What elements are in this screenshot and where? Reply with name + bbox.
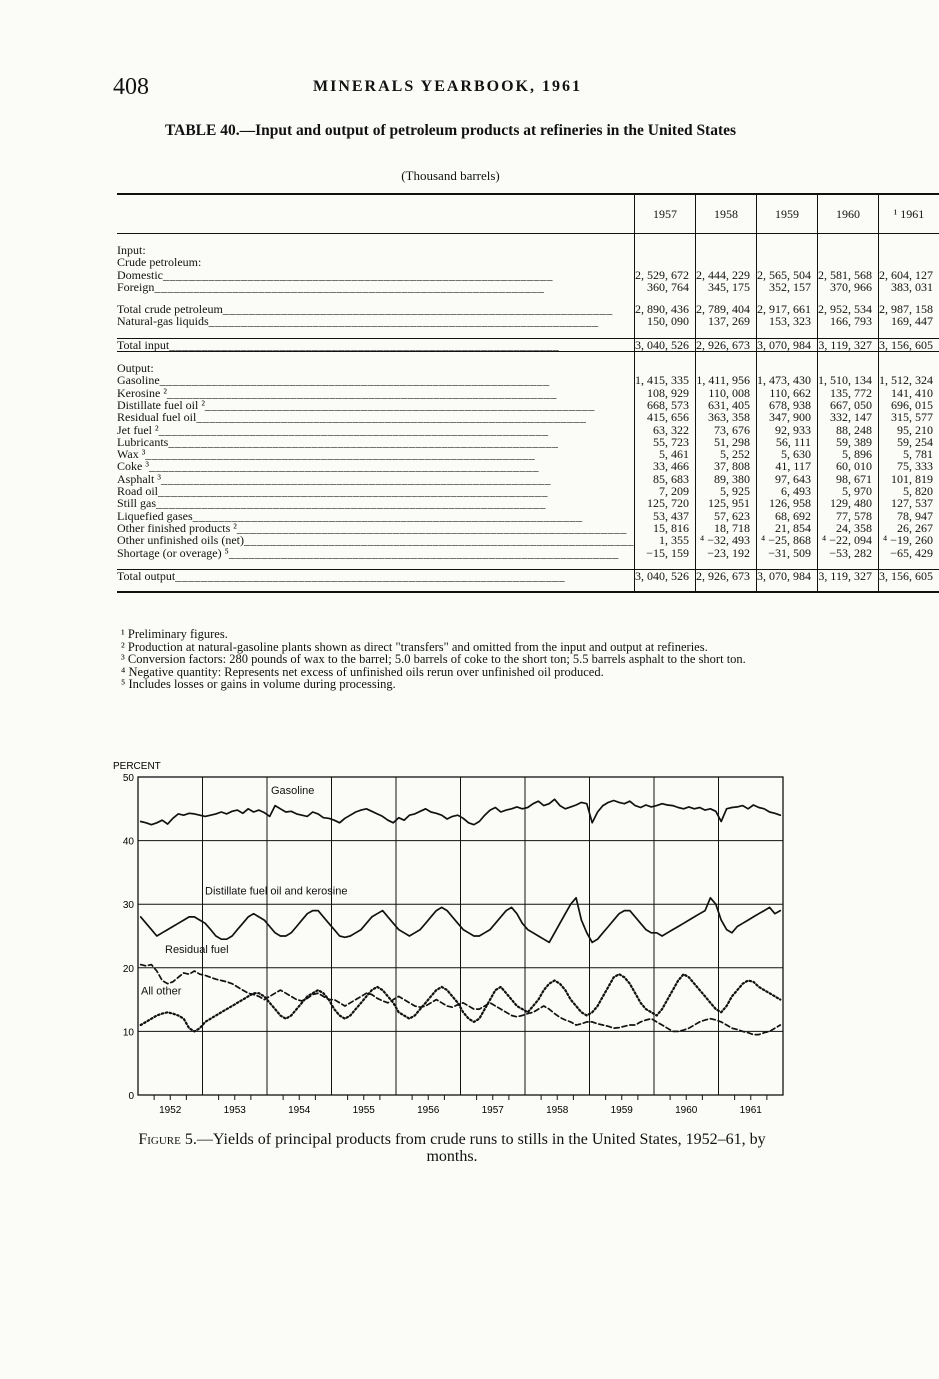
cell-value: 3, 070, 984 <box>756 569 817 582</box>
x-tick-label: 1961 <box>739 1105 762 1116</box>
row-label-text: Foreign <box>117 279 155 294</box>
row-label-text: Liquefied gases <box>117 508 193 523</box>
row-label-text: Domestic <box>117 267 163 282</box>
cell-value: 26, 267 <box>896 520 933 535</box>
row-label-text: Input: <box>117 243 146 257</box>
x-tick-label: 1955 <box>352 1105 375 1116</box>
row-label-text: Total crude petroleum <box>117 302 223 317</box>
cell-value <box>817 352 878 363</box>
cell-value: 2, 926, 673 <box>695 338 756 351</box>
cell-value: 1, 415, 335 <box>634 374 695 386</box>
leader-dots: ____________________________________________________________ <box>228 545 619 560</box>
column-header: ¹ 1961 <box>878 194 939 234</box>
cell-value: −65, 429 <box>890 545 933 560</box>
leader-dots: ____________________________________________________________ <box>168 434 559 449</box>
cell-value: 1, 510, 134 <box>817 374 878 386</box>
column-header: 1958 <box>695 194 756 234</box>
table-row <box>117 352 939 363</box>
figure-caption-text: —Yields of principal products from crude runs to stills in the United States, 1952–61, by months. <box>196 1131 766 1165</box>
table-body <box>117 234 939 593</box>
cell-value: 21, 854 <box>756 522 817 534</box>
row-label-text: Other unfinished oils (net) <box>117 533 244 548</box>
leader-dots: ____________________________________________________________ <box>154 279 545 294</box>
cell-value: 129, 480 <box>817 497 878 509</box>
cell-value: 56, 111 <box>756 436 817 448</box>
cell-value: −53, 282 <box>817 547 878 559</box>
row-label-text: Distillate fuel oil ² <box>117 397 205 412</box>
cell-value <box>695 256 756 268</box>
cell-value: 125, 951 <box>695 497 756 509</box>
leader-dots: ____________________________________________________________ <box>204 397 595 412</box>
cell-value: 1, 473, 430 <box>756 374 817 386</box>
cell-value: 315, 577 <box>890 410 933 425</box>
cell-value: 24, 358 <box>817 522 878 534</box>
row-label-text: Kerosine ² <box>117 385 167 400</box>
cell-value: 3, 040, 526 <box>634 338 695 351</box>
table-row <box>117 569 939 582</box>
row-label <box>117 315 634 327</box>
cell-value <box>634 328 695 339</box>
cell-value <box>817 256 878 268</box>
table-title: TABLE 40.—Input and output of petroleum products at refineries in the United States <box>164 122 737 139</box>
footnote: ³ Conversion factors: 280 pounds of wax to the barrel; 5.0 barrels of coke to the short ton; 5.5 barrels asphalt to the short ton. <box>121 652 746 667</box>
cell-value <box>634 352 695 363</box>
footnote: ⁴ Negative quantity: Represents net excess of unfinished oils rerun over unfinished oil produced. <box>121 664 604 679</box>
x-tick-label: 1958 <box>546 1105 569 1116</box>
table-row <box>117 582 939 592</box>
leader-dots: ____________________________________________________________ <box>192 508 583 523</box>
cell-value: 51, 298 <box>695 436 756 448</box>
cell-value: 370, 966 <box>817 281 878 293</box>
cell-value: 2, 987, 158 <box>878 302 933 317</box>
row-label-text: Wax ³ <box>117 447 146 462</box>
row-label <box>117 281 634 293</box>
cell-value: 3, 119, 327 <box>817 569 878 582</box>
cell-value <box>756 234 817 245</box>
cell-value: 3, 119, 327 <box>817 338 878 351</box>
row-label-text: Other finished products ² <box>117 520 237 535</box>
cell-value: 63, 322 <box>634 424 695 436</box>
table-header-row <box>117 194 939 234</box>
cell-value: 667, 050 <box>817 399 878 411</box>
cell-value: 75, 333 <box>896 459 933 474</box>
row-label <box>117 352 634 363</box>
cell-value: 88, 248 <box>817 424 878 436</box>
y-tick-label: 0 <box>128 1091 134 1102</box>
leader-dots: ____________________________________________________________ <box>196 410 587 425</box>
cell-value: 78, 947 <box>896 508 933 523</box>
cell-value <box>756 244 817 256</box>
row-label <box>117 569 634 582</box>
cell-value: 18, 718 <box>695 522 756 534</box>
table-row <box>117 559 939 570</box>
table-row <box>117 234 939 245</box>
cell-value <box>817 328 878 339</box>
cell-value: 5, 630 <box>756 448 817 460</box>
page-number: 408 <box>113 74 149 100</box>
x-tick-label: 1957 <box>481 1105 504 1116</box>
cell-value: 127, 537 <box>890 496 933 511</box>
cell-value: −15, 159 <box>634 547 695 559</box>
y-axis-label: PERCENT <box>113 761 161 772</box>
cell-value <box>817 582 878 592</box>
cell-value <box>756 582 817 592</box>
cell-value: 95, 210 <box>896 422 933 437</box>
table-row <box>117 328 939 339</box>
cell-value: 345, 175 <box>695 281 756 293</box>
cell-value: 415, 656 <box>634 411 695 423</box>
x-tick-label: 1953 <box>223 1105 246 1116</box>
figure-label: Figure 5. <box>138 1131 197 1148</box>
row-label-text: Shortage (or overage) ⁵ <box>117 545 229 560</box>
cell-value: ⁴ −22, 094 <box>817 534 878 546</box>
row-label-text: Crude petroleum: <box>117 255 202 270</box>
leader-dots: ____________________________________________________________ <box>158 422 549 437</box>
cell-value: 2, 926, 673 <box>695 569 756 582</box>
cell-value: 5, 781 <box>902 447 933 462</box>
cell-value: 59, 389 <box>817 436 878 448</box>
cell-value <box>695 352 756 363</box>
cell-value: 383, 031 <box>890 279 933 294</box>
cell-value: 5, 461 <box>634 448 695 460</box>
table-row <box>117 244 939 256</box>
cell-value <box>878 582 939 592</box>
cell-value: 6, 493 <box>756 485 817 497</box>
cell-value: 631, 405 <box>695 399 756 411</box>
cell-value: 41, 117 <box>756 460 817 472</box>
row-label-text: Residual fuel oil <box>117 410 197 425</box>
row-label-text: Natural-gas liquids <box>117 314 209 329</box>
cell-value: 5, 970 <box>817 485 878 497</box>
cell-value <box>695 234 756 245</box>
cell-value <box>878 352 939 363</box>
x-tick-label: 1952 <box>159 1105 182 1116</box>
yield-chart <box>113 755 793 1125</box>
cell-value <box>878 559 939 570</box>
cell-value <box>756 256 817 268</box>
cell-value: 55, 723 <box>634 436 695 448</box>
y-tick-label: 30 <box>122 900 134 912</box>
cell-value: 101, 819 <box>890 471 933 486</box>
row-label-text: Coke ³ <box>117 459 149 474</box>
cell-value: 352, 157 <box>756 281 817 293</box>
cell-value: 5, 252 <box>695 448 756 460</box>
x-tick-label: 1954 <box>288 1105 311 1116</box>
row-label-text: Lubricants <box>117 434 169 449</box>
leader-dots: ____________________________________________________________ <box>166 385 557 400</box>
cell-value <box>878 328 939 339</box>
cell-value <box>634 256 695 268</box>
leader-dots: ____________________________________________________________ <box>222 302 613 317</box>
cell-value: 3, 156, 605 <box>878 338 939 351</box>
cell-value: 166, 793 <box>817 315 878 327</box>
series-label: Distillate fuel oil and kerosine <box>205 885 348 898</box>
cell-value: 68, 692 <box>756 510 817 522</box>
cell-value: 150, 090 <box>634 315 695 327</box>
cell-value <box>817 234 878 245</box>
leader-dots: ____________________________________________________________ <box>156 496 547 511</box>
column-header: 1959 <box>756 194 817 234</box>
row-label <box>117 234 634 245</box>
cell-value: 33, 466 <box>634 460 695 472</box>
leader-dots: ____________________________________________________________ <box>163 267 553 282</box>
cell-value: 15, 816 <box>634 522 695 534</box>
cell-value: 135, 772 <box>817 387 878 399</box>
leader-dots: ____________________________________________________________ <box>243 533 634 548</box>
cell-value <box>878 244 939 256</box>
leader-dots: ____________________________________________________________ <box>158 484 548 499</box>
row-label <box>117 582 634 592</box>
series-label: Residual fuel <box>165 944 229 957</box>
cell-value <box>695 244 756 256</box>
row-label <box>117 328 634 339</box>
cell-value: 89, 380 <box>695 473 756 485</box>
footnotes <box>113 628 791 691</box>
row-label-text: Asphalt ³ <box>117 471 161 486</box>
cell-value: 141, 410 <box>890 385 933 400</box>
cell-value: 696, 015 <box>890 397 933 412</box>
leader-dots: ____________________________________________________________ <box>159 373 550 388</box>
y-tick-label: 20 <box>122 963 134 975</box>
row-label-text: Road oil <box>117 484 158 499</box>
x-tick-label: 1960 <box>675 1105 698 1116</box>
cell-value: 59, 254 <box>896 434 933 449</box>
cell-value <box>756 559 817 570</box>
cell-value: 2, 604, 127 <box>878 267 933 282</box>
leader-dots: ____________________________________________________________ <box>208 314 599 329</box>
cell-value: −31, 509 <box>756 547 817 559</box>
footnote: ⁵ Includes losses or gains in volume during processing. <box>121 677 396 692</box>
cell-value: 126, 958 <box>756 497 817 509</box>
cell-value <box>817 559 878 570</box>
leader-dots: ____________________________________________________________ <box>145 447 536 462</box>
cell-value: −23, 192 <box>695 547 756 559</box>
cell-value: 360, 764 <box>634 281 695 293</box>
cell-value: 2, 529, 672 <box>634 269 695 281</box>
leader-dots: ____________________________________________________________ <box>175 568 566 583</box>
column-header: 1957 <box>634 194 695 234</box>
cell-value: 60, 010 <box>817 460 878 472</box>
leader-dots: ____________________________________________________________ <box>169 337 560 352</box>
y-tick-label: 10 <box>122 1027 134 1039</box>
cell-value <box>817 244 878 256</box>
leader-dots: ____________________________________________________________ <box>160 471 551 486</box>
cell-value: 73, 676 <box>695 424 756 436</box>
cell-value: 332, 147 <box>817 411 878 423</box>
cell-value: ⁴ −19, 260 <box>883 533 933 548</box>
cell-value: 169, 447 <box>890 314 933 329</box>
row-label-text: Total input <box>117 337 170 352</box>
x-tick-label: 1959 <box>610 1105 633 1116</box>
cell-value: 85, 683 <box>634 473 695 485</box>
cell-value <box>695 328 756 339</box>
cell-value: 125, 720 <box>634 497 695 509</box>
column-header: 1960 <box>817 194 878 234</box>
cell-value: 98, 671 <box>817 473 878 485</box>
leader-dots: ____________________________________________________________ <box>236 520 627 535</box>
y-tick-label: 40 <box>122 836 134 848</box>
cell-value: ⁴ −32, 493 <box>695 534 756 546</box>
cell-value: 153, 323 <box>756 315 817 327</box>
cell-value: 77, 578 <box>817 510 878 522</box>
cell-value: 2, 789, 404 <box>695 303 756 315</box>
cell-value: 2, 581, 568 <box>817 269 878 281</box>
cell-value: 3, 070, 984 <box>756 338 817 351</box>
cell-value: 110, 662 <box>756 387 817 399</box>
cell-value: 2, 444, 229 <box>695 269 756 281</box>
cell-value: 53, 437 <box>634 510 695 522</box>
table-units: (Thousand barrels) <box>401 168 500 183</box>
row-label <box>117 559 634 570</box>
cell-value: 7, 209 <box>634 485 695 497</box>
cell-value: 2, 890, 436 <box>634 303 695 315</box>
cell-value <box>634 244 695 256</box>
cell-value: 2, 565, 504 <box>756 269 817 281</box>
cell-value <box>878 234 939 245</box>
cell-value <box>756 328 817 339</box>
row-label <box>117 338 634 351</box>
cell-value: 5, 820 <box>902 484 933 499</box>
cell-value: 108, 929 <box>634 387 695 399</box>
row-label-text: Total output <box>117 568 176 583</box>
cell-value: 1, 512, 324 <box>878 373 933 388</box>
row-label-text: Jet fuel ² <box>117 422 159 437</box>
series-label: Gasoline <box>271 785 315 798</box>
cell-value: 668, 573 <box>634 399 695 411</box>
cell-value: 1, 411, 956 <box>695 374 756 386</box>
cell-value <box>695 582 756 592</box>
stub-header <box>117 194 634 234</box>
cell-value: 92, 933 <box>756 424 817 436</box>
row-label <box>117 547 634 559</box>
leader-dots: ____________________________________________________________ <box>148 459 539 474</box>
cell-value: 5, 896 <box>817 448 878 460</box>
cell-value <box>634 234 695 245</box>
footnote: ¹ Preliminary figures. <box>121 627 228 641</box>
y-tick-label: 50 <box>122 773 134 784</box>
cell-value <box>878 256 939 268</box>
figure-caption <box>113 1131 791 1165</box>
row-label-text: Gasoline <box>117 373 160 388</box>
cell-value: 97, 643 <box>756 473 817 485</box>
cell-value: 678, 938 <box>756 399 817 411</box>
cell-value: 2, 917, 661 <box>756 303 817 315</box>
cell-value: 1, 355 <box>634 534 695 546</box>
cell-value: 37, 808 <box>695 460 756 472</box>
cell-value: 3, 040, 526 <box>634 569 695 582</box>
page-header <box>113 74 788 104</box>
running-head: MINERALS YEARBOOK, 1961 <box>313 78 582 95</box>
cell-value <box>634 559 695 570</box>
cell-value: 137, 269 <box>695 315 756 327</box>
cell-value: 5, 925 <box>695 485 756 497</box>
table-row <box>117 547 939 559</box>
cell-value: 3, 156, 605 <box>878 569 939 582</box>
cell-value <box>695 559 756 570</box>
row-label-text: Still gas <box>117 496 157 511</box>
cell-value: 57, 623 <box>695 510 756 522</box>
x-tick-label: 1956 <box>417 1105 440 1116</box>
cell-value: 2, 952, 534 <box>817 303 878 315</box>
series-label: All other <box>141 985 182 998</box>
cell-value: 110, 008 <box>695 387 756 399</box>
refinery-table <box>117 193 939 593</box>
footnote: ² Production at natural-gasoline plants shown as direct "transfers" and omitted from the input and output at refineries. <box>121 639 708 654</box>
row-label-text: Output: <box>117 361 154 376</box>
cell-value: 363, 358 <box>695 411 756 423</box>
cell-value: 347, 900 <box>756 411 817 423</box>
cell-value <box>756 352 817 363</box>
cell-value: ⁴ −25, 868 <box>756 534 817 546</box>
table-row <box>117 281 939 293</box>
table-row <box>117 315 939 327</box>
table-row <box>117 338 939 351</box>
cell-value <box>634 582 695 592</box>
